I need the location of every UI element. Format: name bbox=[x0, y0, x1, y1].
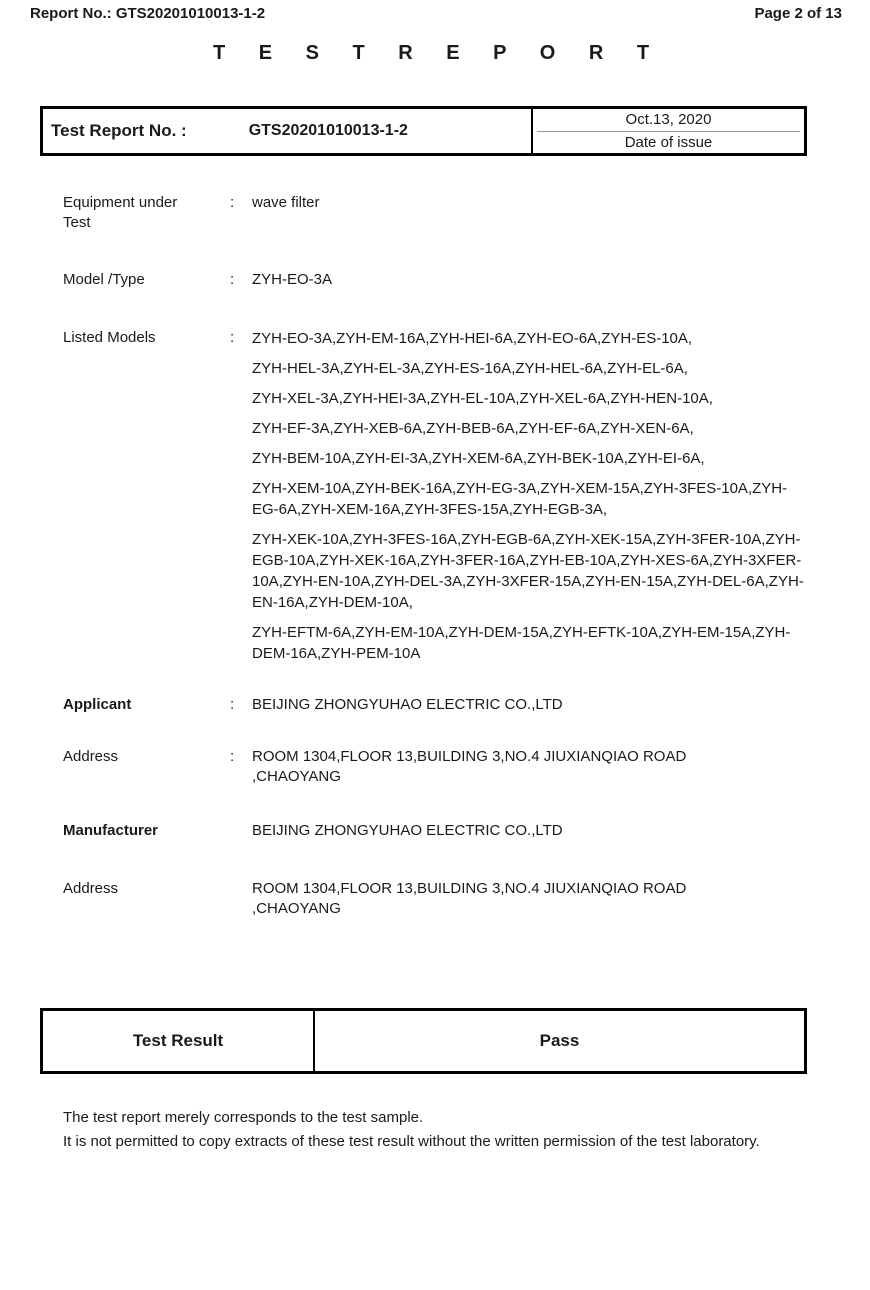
document-title: T E S T R E P O R T bbox=[212, 42, 658, 64]
test-result-label: Test Result bbox=[43, 1011, 315, 1071]
field-listed-models bbox=[63, 328, 807, 664]
page-header bbox=[30, 5, 842, 22]
date-of-issue-cell bbox=[533, 109, 804, 153]
field-colon bbox=[230, 879, 252, 919]
test-result-table bbox=[40, 1008, 807, 1074]
field-colon bbox=[230, 821, 252, 841]
header-report-no: Report No.: GTS20201010013-1-2 bbox=[30, 5, 266, 22]
report-number-label: Test Report No. : bbox=[51, 121, 187, 140]
listed-models-line: ZYH-EFTM-6A,ZYH-EM-10A,ZYH-DEM-15A,ZYH-EFTK-10A,ZYH-EM-15A,ZYH-DEM-16A,ZYH-PEM-10A bbox=[252, 624, 791, 662]
field-colon: : bbox=[230, 271, 235, 288]
field-label: Address bbox=[63, 748, 119, 765]
field-label: Applicant bbox=[63, 696, 132, 713]
field-value: ROOM 1304,FLOOR 13,BUILDING 3,NO.4 JIUXIANQIAO ROAD ,CHAOYANG bbox=[252, 748, 687, 785]
header-page-number: Page 2 of 13 bbox=[754, 5, 842, 22]
issue-date-value: Oct.13, 2020 bbox=[625, 111, 712, 129]
footer-disclaimer bbox=[63, 1106, 831, 1154]
field-value: ROOM 1304,FLOOR 13,BUILDING 3,NO.4 JIUXIANQIAO ROAD ,CHAOYANG bbox=[252, 880, 687, 917]
field-label: Address bbox=[63, 880, 119, 897]
field-label: Model /Type bbox=[63, 271, 145, 288]
listed-models-line: ZYH-HEL-3A,ZYH-EL-3A,ZYH-ES-16A,ZYH-HEL-6A,ZYH-EL-6A, bbox=[252, 360, 688, 377]
listed-models-line: ZYH-EF-3A,ZYH-XEB-6A,ZYH-BEB-6A,ZYH-EF-6A,ZYH-XEN-6A, bbox=[252, 420, 694, 437]
listed-models-line: ZYH-XEM-10A,ZYH-BEK-16A,ZYH-EG-3A,ZYH-XEM-15A,ZYH-3FES-10A,ZYH-EG-6A,ZYH-XEM-16A,ZYH-3FES-15A,ZYH-EGB-3A, bbox=[252, 480, 788, 518]
field-colon: : bbox=[230, 194, 235, 211]
field-value: ZYH-EO-3A bbox=[252, 271, 333, 288]
field-value: wave filter bbox=[252, 194, 320, 211]
field-manufacturer bbox=[63, 821, 807, 841]
report-number-value: GTS20201010013-1-2 bbox=[248, 122, 408, 139]
listed-models-line: ZYH-EO-3A,ZYH-EM-16A,ZYH-HEI-6A,ZYH-EO-6A,ZYH-ES-10A, bbox=[252, 330, 693, 347]
field-colon: : bbox=[230, 748, 235, 765]
field-applicant-address bbox=[63, 747, 807, 787]
listed-models-line: ZYH-XEL-3A,ZYH-HEI-3A,ZYH-EL-10A,ZYH-XEL-6A,ZYH-HEN-10A, bbox=[252, 390, 713, 407]
field-applicant bbox=[63, 695, 807, 715]
listed-models-list bbox=[252, 328, 807, 664]
field-manufacturer-address bbox=[63, 879, 807, 919]
report-number-table bbox=[40, 106, 807, 156]
test-result-value: Pass bbox=[539, 1031, 580, 1050]
field-label: Equipment under Test bbox=[63, 194, 178, 231]
field-model-type bbox=[63, 270, 807, 290]
field-label: Listed Models bbox=[63, 329, 156, 346]
disclaimer-line-2: It is not permitted to copy extracts of these test result without the written permission of the test laboratory. bbox=[63, 1133, 760, 1150]
report-number-cell bbox=[43, 109, 533, 153]
field-value: BEIJING ZHONGYUHAO ELECTRIC CO.,LTD bbox=[252, 822, 563, 839]
field-label: Manufacturer bbox=[63, 822, 159, 839]
fields-block bbox=[40, 193, 807, 919]
listed-models-line: ZYH-XEK-10A,ZYH-3FES-16A,ZYH-EGB-6A,ZYH-XEK-15A,ZYH-3FER-10A,ZYH-EGB-10A,ZYH-XEK-16A,ZYH-3FER-16A,ZYH-EB-10A,ZYH-XES-6A,ZYH-3XFER-10A,ZYH-EN-10A,ZYH-DEL-3A,ZYH-3XFER-15A,ZYH-EN-15A,ZYH-DEL-6A,ZYH-EN-16A,ZYH-DEM-10A, bbox=[252, 531, 804, 611]
field-equipment-under-test bbox=[63, 193, 807, 233]
field-colon: : bbox=[230, 696, 235, 713]
field-value: BEIJING ZHONGYUHAO ELECTRIC CO.,LTD bbox=[252, 696, 563, 713]
issue-date-label: Date of issue bbox=[624, 133, 713, 151]
disclaimer-line-1: The test report merely corresponds to the test sample. bbox=[63, 1109, 424, 1126]
field-colon: : bbox=[230, 329, 235, 346]
listed-models-line: ZYH-BEM-10A,ZYH-EI-3A,ZYH-XEM-6A,ZYH-BEK-10A,ZYH-EI-6A, bbox=[252, 450, 705, 467]
